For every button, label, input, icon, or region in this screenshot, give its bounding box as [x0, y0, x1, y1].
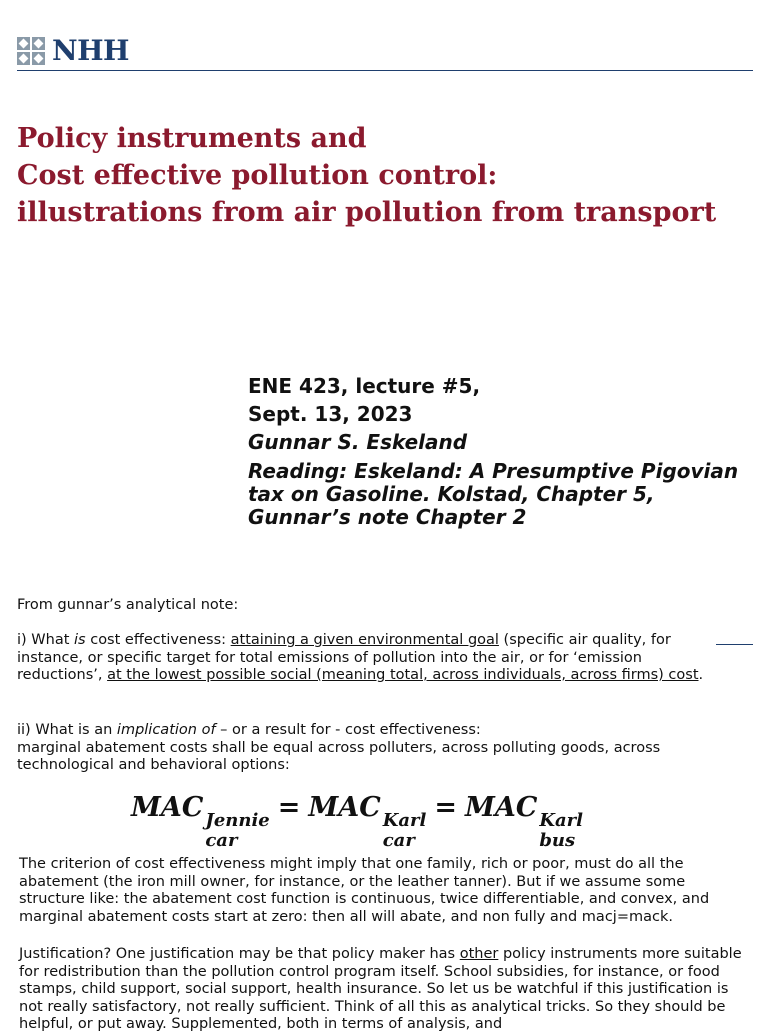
course-line: ENE 423, lecture #5, [248, 374, 481, 398]
header-divider [17, 70, 753, 71]
text-run: Justification? One justification may be that policy maker has [19, 946, 460, 962]
title-line-3: illustrations from air pollution from transport [17, 197, 717, 228]
formula-sub: bus [539, 830, 576, 851]
text-run: cost effectiveness: [85, 632, 231, 648]
definition-paragraph [17, 632, 717, 685]
text-run-italic: implication of [116, 722, 216, 738]
text-run: – or a result for - cost effectiveness: [215, 722, 481, 738]
text-run-underlined: attaining a given environmental goal [230, 632, 499, 648]
logo-text: NHH [52, 34, 130, 67]
text-run: i) What [17, 632, 75, 648]
formula-sub: car [205, 830, 238, 851]
nhh-logo [17, 34, 130, 67]
justification-paragraph [19, 946, 749, 1034]
formula-base: MAC [464, 792, 538, 823]
formula-base: MAC [308, 792, 381, 823]
formula-sup: Karl [382, 810, 427, 831]
author-line: Gunnar S. Eskeland [248, 430, 468, 454]
formula-equals: = [277, 792, 301, 823]
lecture-meta [248, 372, 748, 529]
formula-sub: car [382, 830, 415, 851]
date-line: Sept. 13, 2023 [248, 402, 413, 426]
text-run-underlined: at the lowest possible social (meaning total, across individuals, across firms) cost [107, 667, 699, 683]
text-run-underlined: other [459, 946, 499, 962]
formula-term-karl-bus [465, 792, 583, 851]
blank-line [716, 644, 753, 645]
text-run-italic: is [74, 632, 86, 648]
document-title [17, 120, 757, 231]
reading-line: Reading: Eskeland: A Presumptive Pigovian tax on Gasoline. Kolstad, Chapter 5, Gunnar’s note Chapter 2 [248, 459, 739, 529]
formula-sup: Karl [539, 810, 583, 831]
mac-equality-formula [131, 792, 583, 851]
nhh-emblem-icon [17, 37, 45, 65]
implication-paragraph [17, 722, 717, 775]
formula-sup: Jennie [205, 810, 270, 831]
text-run: . [698, 667, 704, 683]
text-run: policy instruments more suitable for redistribution than the pollution control program itself. School subsidies, for instance, or food stamps, child support, social support, health insurance. So let us be watchful if this justification is not really satisfactory, not really sufficient. Think of all this as analytical tricks. So they should be helpful, or put away. Supplemented, both in terms of analysis, and [19, 946, 742, 1032]
text-run: ii) What is an [17, 722, 117, 738]
formula-term-karl-car [308, 792, 426, 851]
formula-base: MAC [131, 792, 204, 823]
text-run: (specific air quality, for instance, or specific target for total emissions of pollution into the air, or for ‘emission reductions’, [17, 632, 671, 683]
criterion-paragraph: The criterion of cost effectiveness might imply that one family, rich or poor, must do all the abatement (the iron mill owner, for instance, or the leather tanner). But if we assume some structure like: the abatement cost function is continuous, twice differentiable, and convex, and marginal abatement costs start at zero: then all will abate, and non fully and macj=mack. [19, 856, 710, 925]
formula-equals: = [434, 792, 457, 823]
title-line-1: Policy instruments and [17, 123, 367, 154]
intro-paragraph: From gunnar’s analytical note: [17, 597, 239, 613]
text-run: marginal abatement costs shall be equal across polluters, across polluting goods, across technological and behavioral options: [17, 739, 661, 773]
title-line-2: Cost effective pollution control: [17, 160, 498, 191]
formula-term-jennie-car [131, 792, 270, 851]
